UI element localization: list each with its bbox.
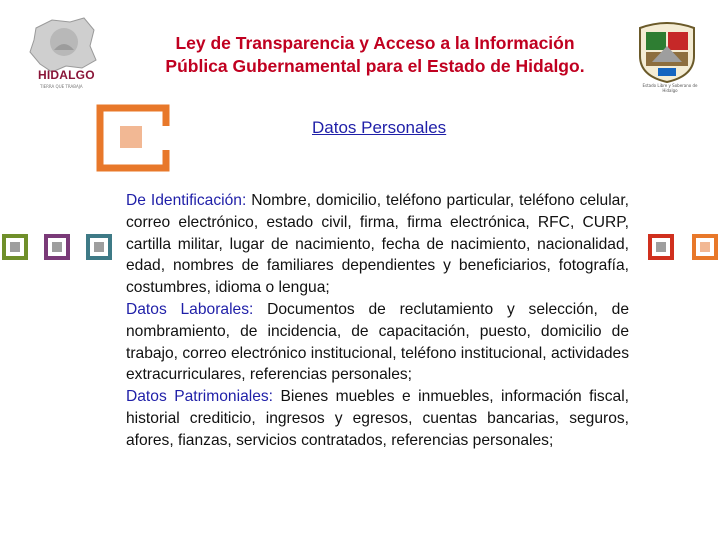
orange-square-icon [692, 234, 718, 260]
coat-of-arms-icon [632, 22, 702, 84]
hidalgo-logo [22, 16, 100, 94]
text-identificacion: Nombre, domicilio, teléfono particular, teléfono celular, correo electrónico, estado civil, firma, firma electrónica, RFC, CURP, cartilla militar, lugar de nacimiento, fecha de nacimiento, nacionalidad, edad, nombres de familiares dependientes y beneficiarios, fotografía, costumbres, idioma o lengua; [126, 192, 629, 297]
paragraph-patrimoniales [126, 386, 629, 451]
section-title: Datos Personales [312, 118, 447, 137]
label-laborales: Datos Laborales: [126, 300, 254, 318]
orange-frame-icon [96, 104, 170, 172]
green-square-icon [2, 234, 28, 260]
hidalgo-tagline: TIERRA QUE TRABAJA [40, 84, 83, 89]
text-laborales: Documentos de reclutamiento y selección, de nombramiento, de incidencia, de capacitación, puesto, domicilio de trabajo, correo electrónico institucional, teléfono institucional, actividades extracurriculares, referencias personales; [126, 300, 629, 384]
paragraph-laborales [126, 299, 629, 386]
label-identificacion: De Identificación: [126, 192, 247, 209]
purple-square-icon [44, 234, 70, 260]
personal-data-content [126, 190, 629, 452]
hidalgo-map-icon [22, 16, 100, 94]
coat-of-arms-caption: Estado Libre y Soberano de Hidalgo [642, 83, 698, 93]
red-square-icon [648, 234, 674, 260]
text-patrimoniales: Bienes muebles e inmuebles, información fiscal, historial crediticio, ingresos y egresos, cuentas bancarias, seguros, afores, fianzas, servicios contratados, referencias personales; [126, 388, 629, 449]
page-title [120, 32, 630, 78]
page-title-line-1: Ley de Transparencia y Acceso a la Información [175, 33, 575, 53]
coat-of-arms-logo [632, 22, 702, 94]
teal-square-icon [86, 234, 112, 260]
label-patrimoniales: Datos Patrimoniales: [126, 388, 274, 406]
page-title-line-2: Pública Gubernamental para el Estado de Hidalgo. [165, 56, 585, 76]
paragraph-identificacion [126, 190, 629, 299]
hidalgo-wordmark: HIDALGO [38, 68, 95, 82]
